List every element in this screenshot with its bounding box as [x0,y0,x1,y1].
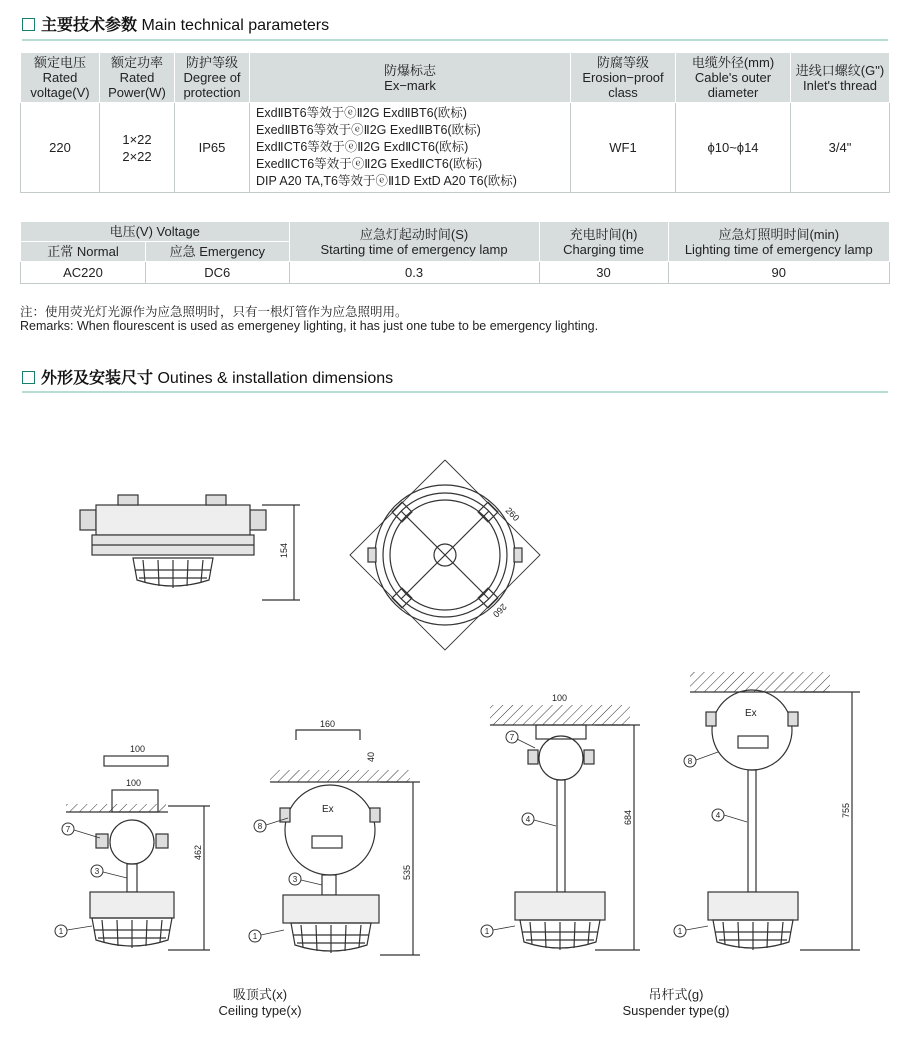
exmark-line: ExdⅡBT6等效于ⓔⅡ2G ExdⅡBT6(欧标) [256,106,467,120]
cell-voltage: 220 [21,103,100,193]
cell-thread: 3/4" [791,103,890,193]
callout-marker [684,755,696,767]
header-power: 额定功率 Rated Power(W) [100,53,175,103]
header-normal: 正常 Normal [21,242,146,262]
section-title-dimensions: 外形及安装尺寸 Outines & installation dimensions [22,365,393,388]
svg-text:3: 3 [94,867,100,876]
header-thread: 进线口螺纹(G") Inlet's thread [791,53,890,103]
header-erosion: 防腐等级 Erosion−proof class [571,53,676,103]
caption-ceiling-type: 吸顶式(x) Ceiling type(x) [218,987,302,1018]
header-exmark: 防爆标志 Ex−mark [250,53,571,103]
svg-text:1: 1 [252,932,258,941]
svg-text:1: 1 [484,927,490,936]
caption-suspender-type: 吊杆式(g) Suspender type(g) [622,987,730,1018]
dimension-label: 100 [552,693,568,703]
callout-marker [481,925,493,937]
ex-mark-label: Ex [745,708,757,719]
cell-start-time: 0.3 [289,262,539,284]
svg-text:1: 1 [677,927,683,936]
header-cable: 电缆外径(mm) Cable's outer diameter [676,53,791,103]
dimension-label: 154 [279,542,289,558]
callout-marker [249,930,261,942]
remark-en: Remarks: When flourescent is used as emergeney lighting, it has just one tube to be emergency lighting. [20,319,599,333]
dimension-label: 160 [320,719,336,729]
exmark-line: DIP A20 TA,T6等效于ⓔⅡ1D ExtD A20 T6(欧标) [256,174,517,188]
svg-text:8: 8 [257,822,263,831]
dimension-label: 755 [841,802,851,818]
cell-power: 1×22 2×22 [100,103,175,193]
dimension-label: 100 [130,744,146,754]
cell-charging-time: 30 [539,262,668,284]
callout-marker [55,925,67,937]
header-voltage-group: 电压(V) Voltage [21,222,290,242]
dimension-label: 260 [490,601,509,620]
dimension-label: 40 [366,751,376,762]
exmark-line: ExdⅡCT6等效于ⓔⅡ2G ExdⅡCT6(欧标) [256,140,469,154]
svg-text:3: 3 [292,875,298,884]
dimension-label: 535 [402,864,412,880]
cell-emergency: DC6 [146,262,290,284]
callout-marker [522,813,534,825]
callout-marker [289,873,301,885]
cell-cable: ϕ10~ϕ14 [676,103,791,193]
svg-text:4: 4 [525,815,531,824]
dimension-label: 684 [623,809,633,825]
callout-marker [674,925,686,937]
header-start-time: 应急灯起动时间(S) Starting time of emergency lamp [289,222,539,262]
dimension-label: 260 [503,505,522,524]
dimension-label: 100 [126,778,142,788]
exmark-line: ExedⅡBT6等效于ⓔⅡ2G ExedⅡBT6(欧标) [256,123,481,137]
ceiling-type-drawing-2 [270,730,420,955]
callout-marker [254,820,266,832]
svg-text:8: 8 [687,757,693,766]
callout-marker [91,865,103,877]
header-charging-time: 充电时间(h) Charging time [539,222,668,262]
exmark-line: ExedⅡCT6等效于ⓔⅡ2G ExedⅡCT6(欧标) [256,157,483,171]
header-voltage: 额定电压 Rated voltage(V) [21,53,100,103]
cell-normal: AC220 [21,262,146,284]
cell-erosion: WF1 [571,103,676,193]
header-lighting-time: 应急灯照明时间(min) Lighting time of emergency lamp [668,222,889,262]
callout-marker [506,731,518,743]
svg-text:7: 7 [509,733,515,742]
header-emergency: 应急 Emergency [146,242,290,262]
svg-text:4: 4 [715,811,721,820]
header-protection: 防护等级 Degree of protection [175,53,250,103]
cell-protection: IP65 [175,103,250,193]
plan-view-drawing [350,460,540,650]
svg-text:7: 7 [65,825,71,834]
svg-text:1: 1 [58,927,64,936]
callout-marker [712,809,724,821]
callout-marker [62,823,74,835]
side-view-drawing [80,495,300,600]
dimension-label: 462 [193,844,203,860]
remark-cn: 注：使用荧光灯光源作为应急照明时，只有一根灯管作为应急照明用。 [20,305,408,319]
section-title-parameters: 主要技术参数 Main technical parameters [22,12,329,35]
ex-mark-label: Ex [322,804,334,815]
cell-lighting-time: 90 [668,262,889,284]
